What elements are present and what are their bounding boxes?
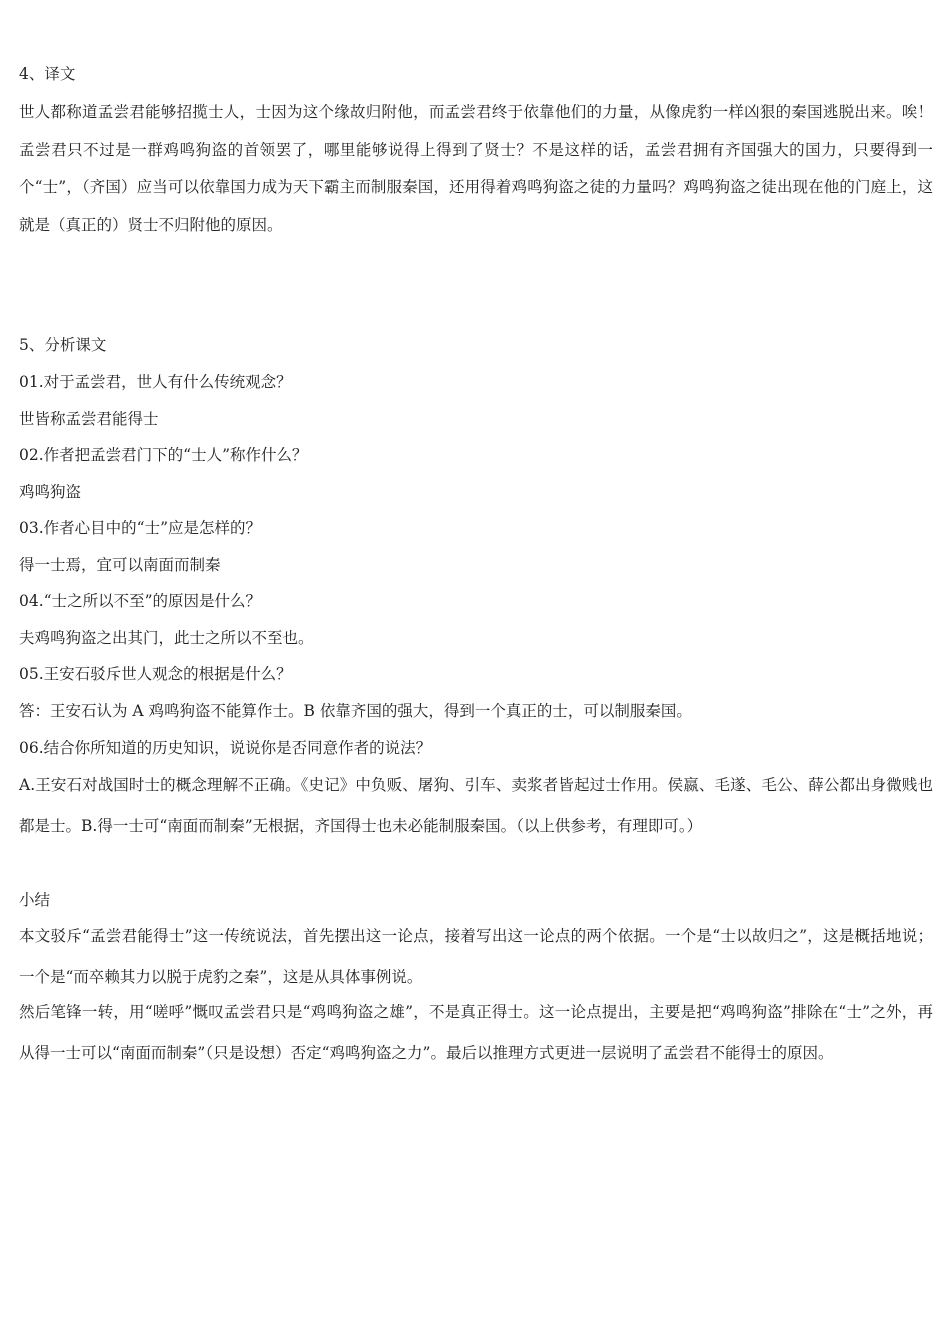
answer-01: 世皆称孟尝君能得士 [19,410,159,428]
answer-06: A.王安石对战国时士的概念理解不正确。《史记》中负贩、屠狗、引车、卖浆者皆起过士作用。侯嬴、毛遂、毛公、薛公都出身微贱也都是士。B.得一士可“南面而制秦”无根据，齐国得士也未必能制服秦国。（以上供参考，有理即可。） [19,776,933,835]
section-4-translation-paragraph: 世人都称道孟尝君能够招揽士人，士因为这个缘故归附他，而孟尝君终于依靠他们的力量，从像虎豹一样凶狠的秦国逃脱出来。唉！孟尝君只不过是一群鸡鸣狗盗的首领罢了，哪里能够说得上得到了贤士？不是这样的话，孟尝君拥有齐国强大的国力，只要得到一个“士”，（齐国）应当可以依靠国力成为天下霸主而制服秦国，还用得着鸡鸣狗盗之徒的力量吗？鸡鸣狗盗之徒出现在他的门庭上，这就是（真正的）贤士不归附他的原因。 [19,103,933,234]
summary-heading: 小结 [19,891,51,909]
question-05: 05.王安石驳斥世人观念的根据是什么？ [19,665,292,683]
summary-paragraph-1: 本文驳斥“孟尝君能得士”这一传统说法，首先摆出这一论点，接着写出这一论点的两个依据。一个是“士以故归之”，这是概括地说；一个是“而卒赖其力以脱于虎豹之秦”，这是从具体事例说。 [19,927,933,986]
question-03: 03.作者心目中的“士”应是怎样的？ [19,519,261,537]
question-01: 01.对于孟尝君，世人有什么传统观念？ [19,373,292,391]
answer-04: 夫鸡鸣狗盗之出其门，此士之所以不至也。 [19,629,314,647]
section-5-heading: 5、分析课文 [19,336,107,354]
question-06: 06.结合你所知道的历史知识，说说你是否同意作者的说法？ [19,739,432,757]
answer-02: 鸡鸣狗盗 [19,483,82,501]
summary-paragraph-2: 然后笔锋一转，用“嗟呼”慨叹孟尝君只是“鸡鸣狗盗之雄”，不是真正得士。这一论点提出，主要是把“鸡鸣狗盗”排除在“士”之外，再从得一士可以“南面而制秦”（只是设想）否定“鸡鸣狗盗之力”。最后以推理方式更进一层说明了孟尝君不能得士的原因。 [19,1003,933,1062]
question-02: 02.作者把孟尝君门下的“士人”称作什么？ [19,446,308,464]
answer-05: 答：王安石认为 A 鸡鸣狗盗不能算作士。B 依靠齐国的强大，得到一个真正的士，可以制服秦国。 [19,702,692,720]
question-04: 04.“士之所以不至”的原因是什么？ [19,592,261,610]
section-4-heading: 4、译文 [19,65,76,83]
answer-03: 得一士焉，宜可以南面而制秦 [19,556,221,574]
